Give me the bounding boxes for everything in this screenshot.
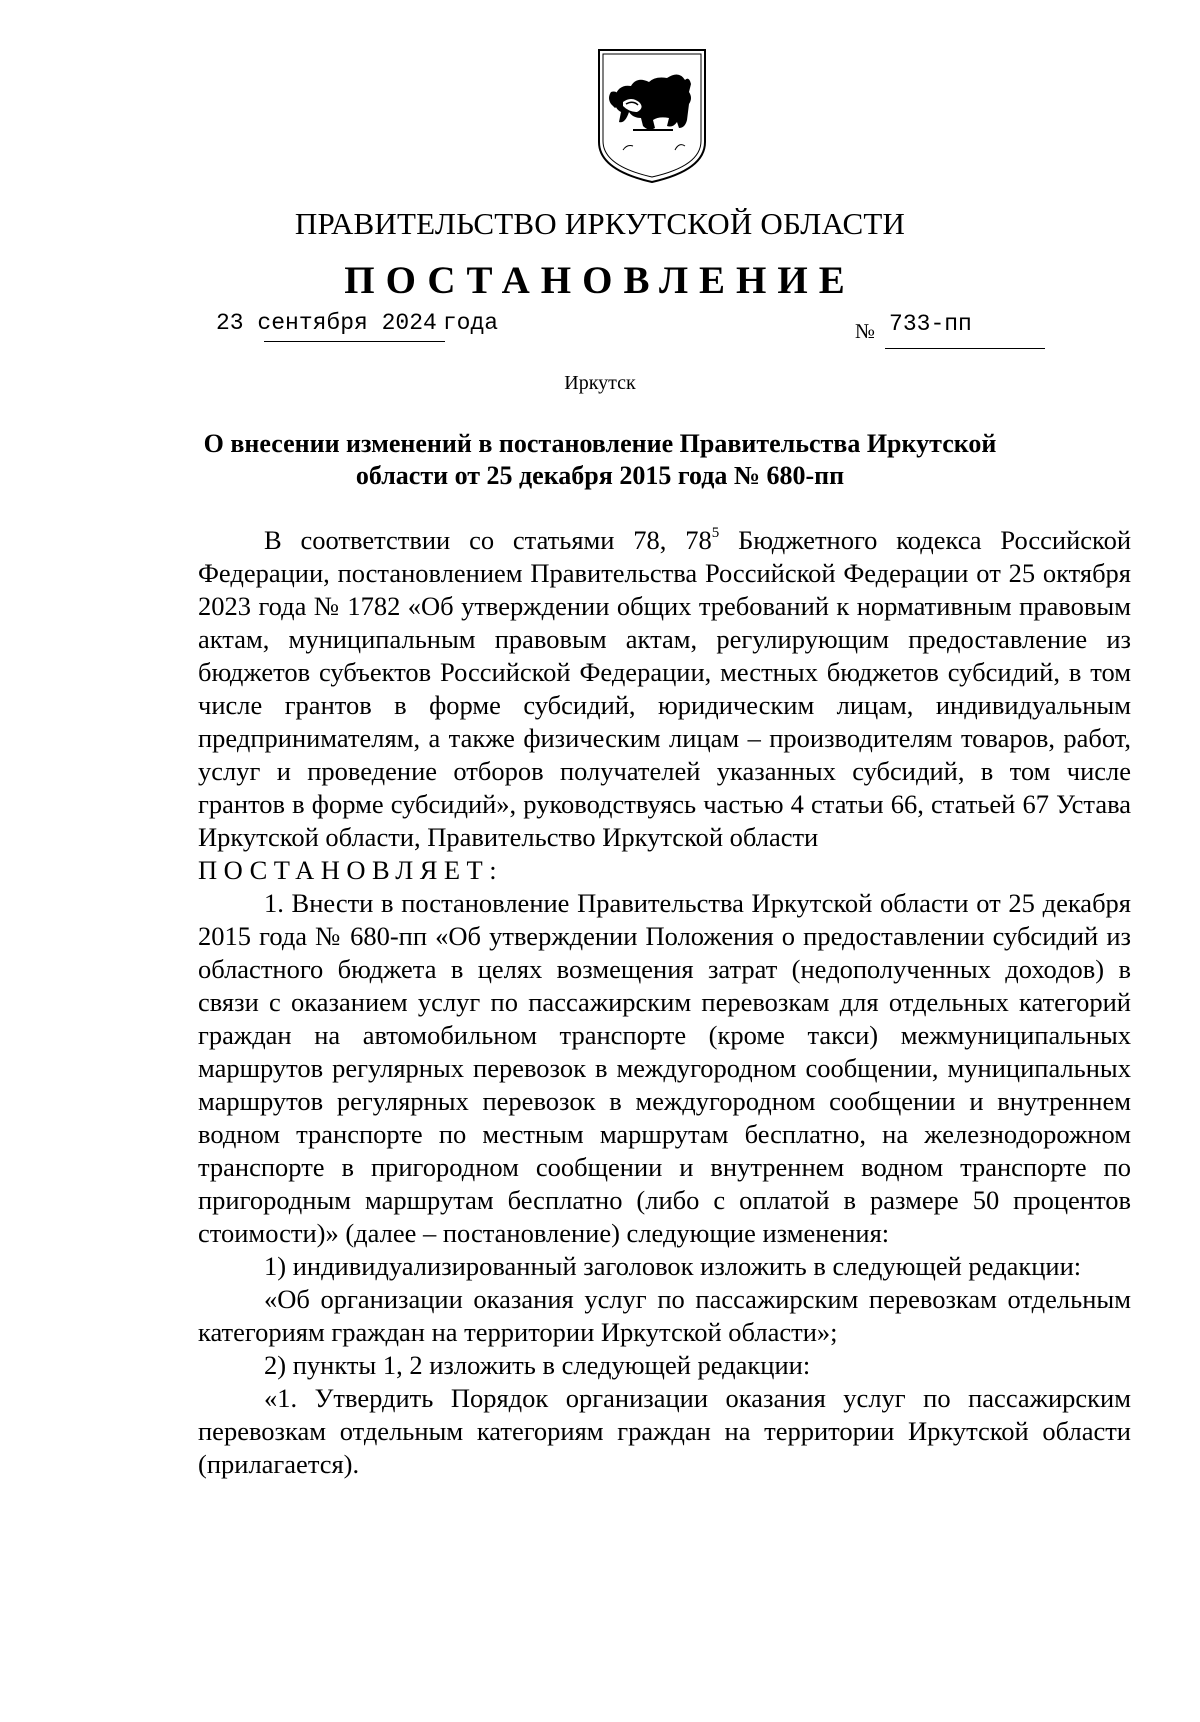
preamble-text-1: В соответствии со статьями 78, 78: [264, 525, 712, 555]
preamble-text-2: Бюджетного кодекса Российской Федерации, постановлением Правительства Российской Федерации от 25 октября 2023 года № 1782 «Об утверждении общих требований к нормативным правовым актам, муниципальным правовым актам, регулирующим предоставление из бюджетов субъектов Российской Федерации, местных бюджетов субсидий, в том числе грантов в форме субсидий, юридическим лицам, индивидуальным предпринимателям, а также физическим лицам – производителям товаров, работ, услуг и проведение отборов получателей указанных субсидий, в том числе грантов в форме субсидий», руководствуясь частью 4 статьи 66, статьей 67 Устава Иркутской области, Правительство Иркутской области: [198, 525, 1131, 852]
quoted-point-1: «1. Утвердить Порядок организации оказания услуг по пассажирским перевозкам отдельным категориям граждан на территории Иркутской области (прилагается).: [198, 1383, 1131, 1479]
paragraph-1-2: 2) пункты 1, 2 изложить в следующей редакции:: [264, 1350, 811, 1380]
date-suffix: года: [442, 310, 499, 336]
paragraph-1: 1. Внести в постановление Правительства Иркутской области от 25 декабря 2015 года № 680-пп «Об утверждении Положения о предоставлении субсидий из областного бюджета в целях возмещения затрат (недополученных доходов) в связи с оказанием услуг по пассажирским перевозкам для отдельных категорий граждан на автомобильном транспорте (кроме такси) межмуниципальных маршрутов регулярных перевозок в междугородном сообщении, муниципальных маршрутов регулярных перевозок в междугородном сообщении и внутреннем водном транспорте по местным маршрутам бесплатно, на железнодорожном транспорте в пригородном сообщении и внутреннем водном транспорте по пригородным маршрутам бесплатно (либо с оплатой в размере 50 процентов стоимости)» (далее – постановление) следующие изменения:: [198, 888, 1131, 1248]
number-sign: №: [855, 319, 876, 343]
document-date: [216, 310, 498, 336]
number-value: 733-пп: [889, 311, 972, 337]
subject-line-1: О внесении изменений в постановление Правительства Иркутской: [203, 429, 997, 458]
government-name: ПРАВИТЕЛЬСТВО ИРКУТСКОЙ ОБЛАСТИ: [294, 206, 906, 241]
preamble-paragraph: [198, 524, 1131, 854]
coat-of-arms-icon: [593, 46, 711, 186]
date-value: 23 сентября 2024: [216, 310, 437, 336]
document-subject: [200, 428, 1000, 492]
paragraph-1-1: 1) индивидуализированный заголовок изложить в следующей редакции:: [264, 1251, 1082, 1281]
number-underline: [885, 348, 1045, 349]
preamble-superscript: 5: [711, 525, 720, 542]
document-body: [198, 524, 1131, 1481]
subject-line-2: области от 25 декабря 2015 года № 680-пп: [355, 461, 845, 490]
document-number: [855, 311, 1045, 345]
city-name: Иркутск: [564, 372, 636, 394]
quoted-title: «Об организации оказания услуг по пассажирским перевозкам отдельным категориям граждан на территории Иркутской области»;: [198, 1284, 1131, 1347]
document-type-title: ПОСТАНОВЛЕНИЕ: [344, 259, 856, 302]
resolves-heading: ПОСТАНОВЛЯЕТ:: [198, 855, 504, 885]
